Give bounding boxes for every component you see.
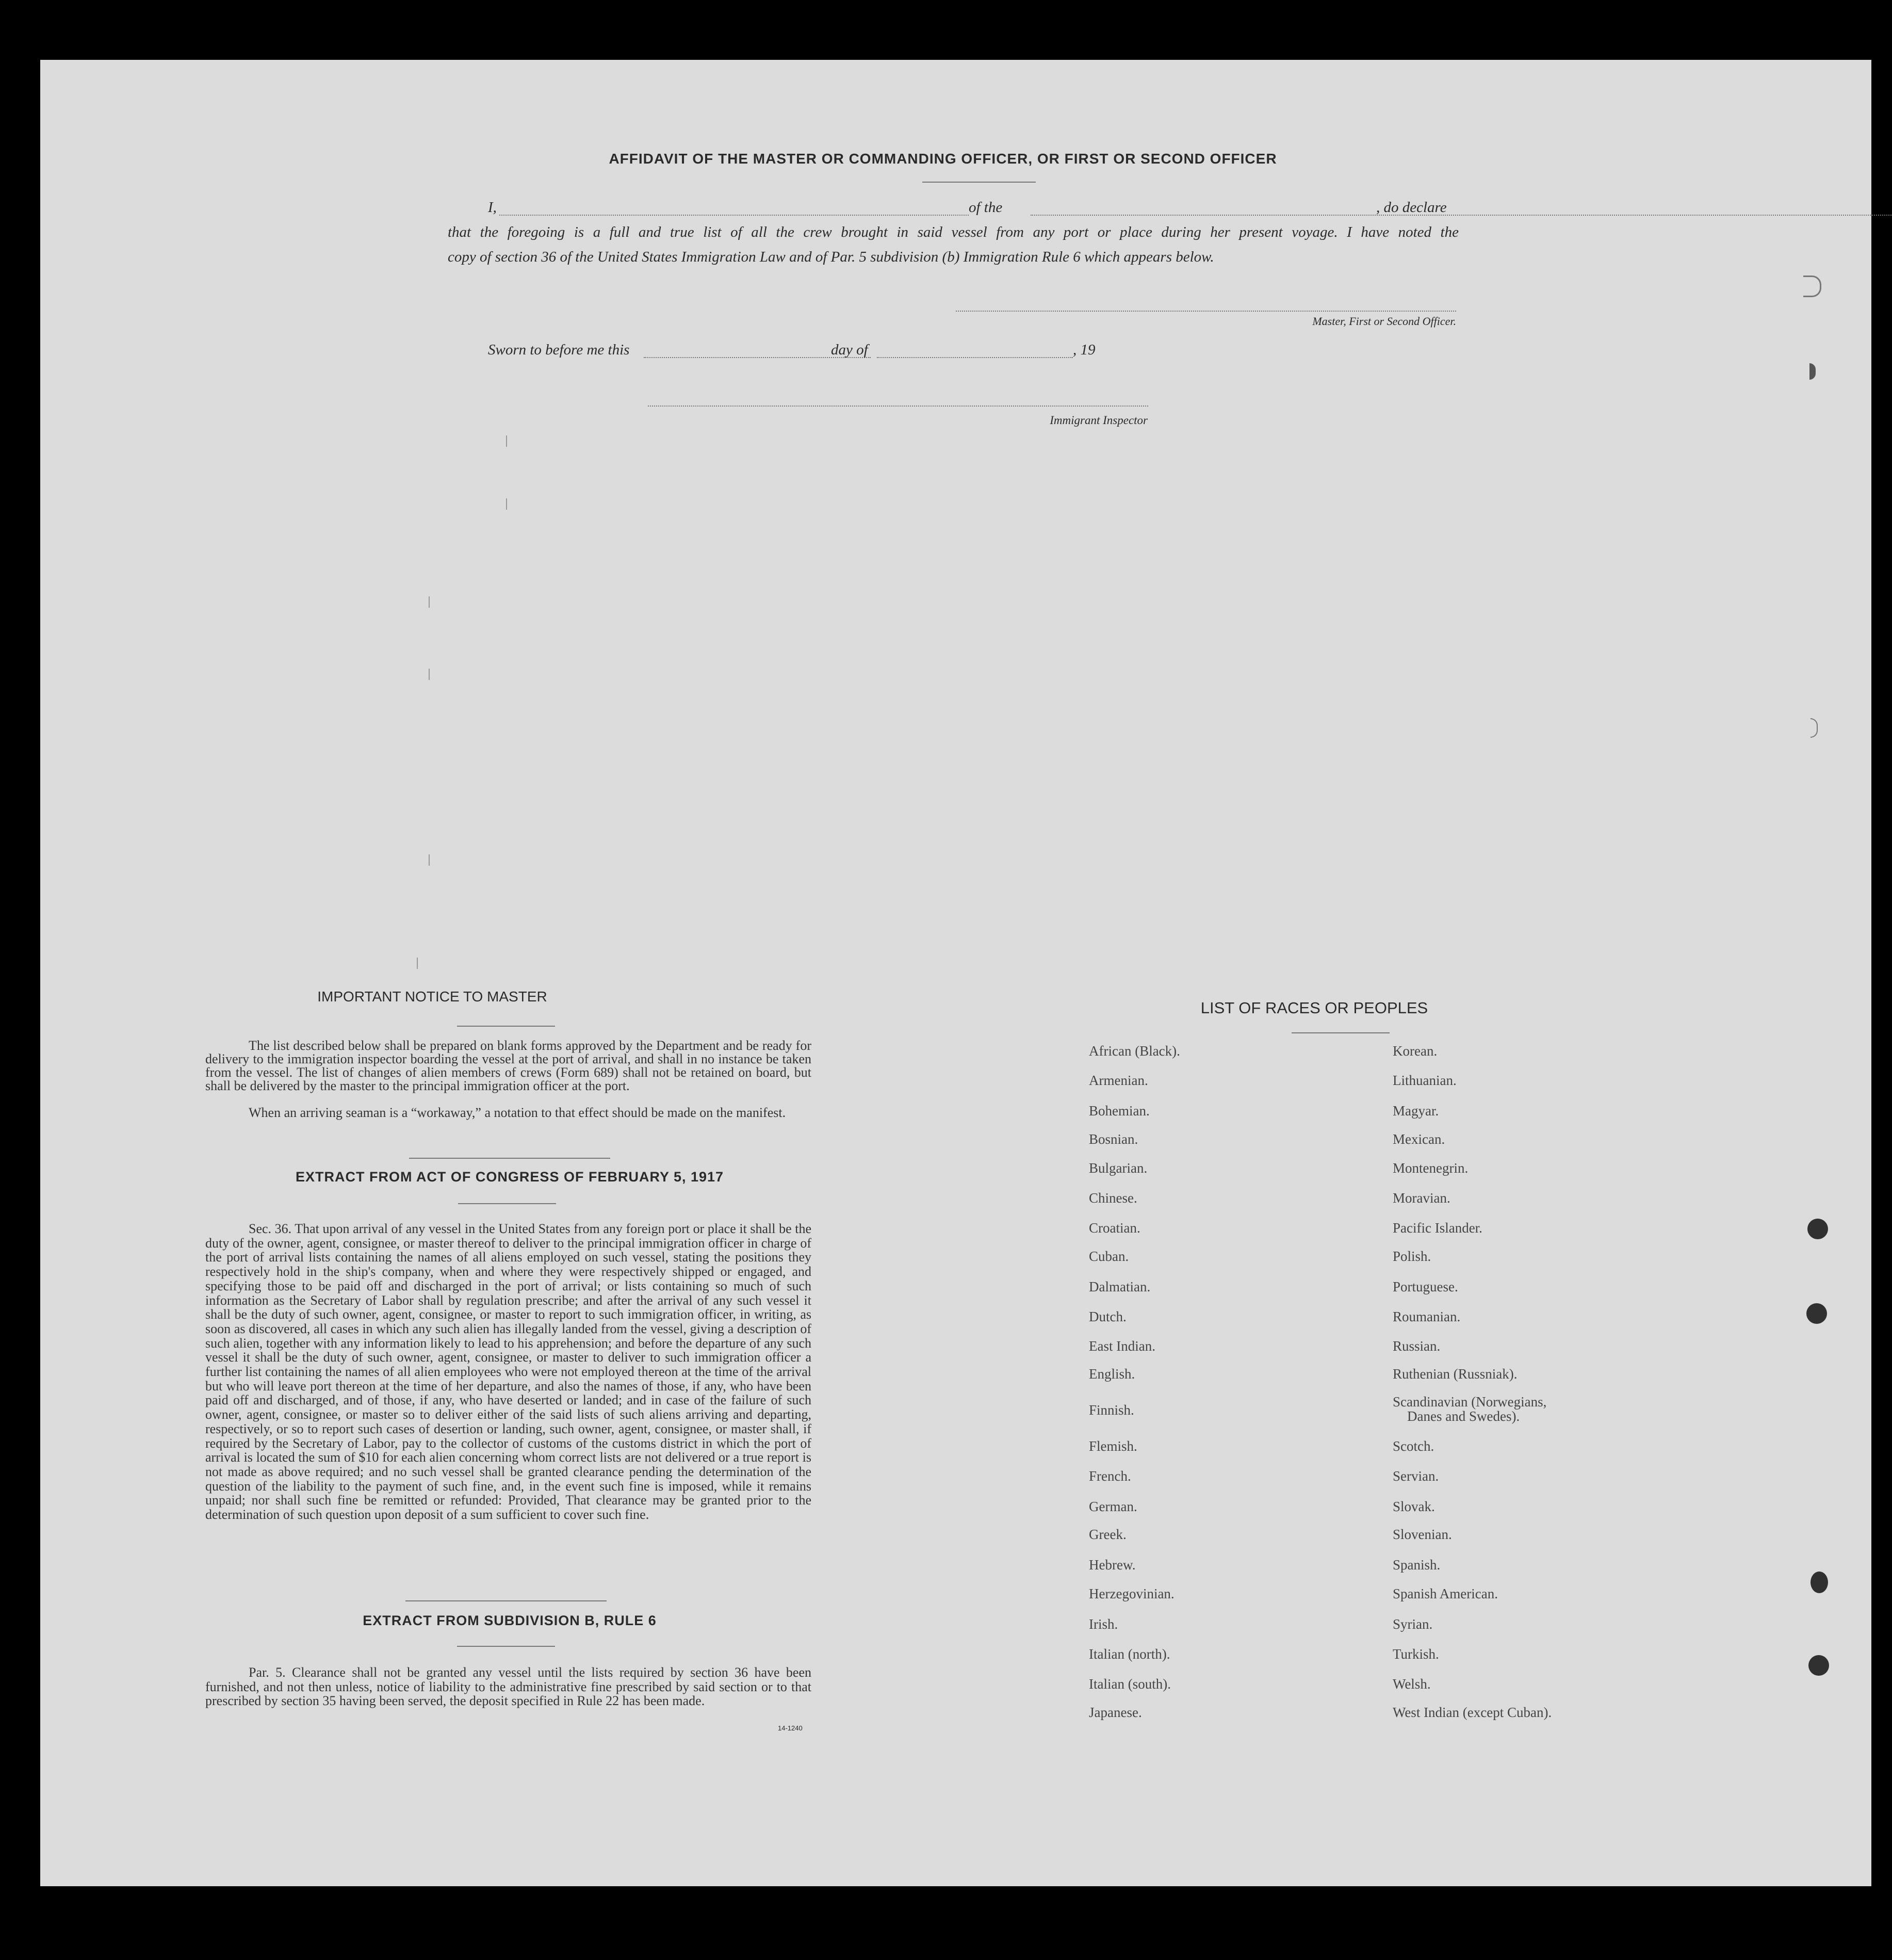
race-item: Syrian.: [1393, 1616, 1433, 1632]
races-divider: [1292, 1032, 1390, 1033]
race-item: Montenegrin.: [1393, 1160, 1469, 1176]
race-item: Moravian.: [1393, 1190, 1450, 1206]
rule-divider: [457, 1646, 555, 1647]
race-item: Bosnian.: [1089, 1131, 1138, 1147]
vessel-blank: [1031, 215, 1892, 216]
document-page: [40, 60, 1871, 1886]
race-item: Dutch.: [1089, 1309, 1127, 1324]
race-item: Slovak.: [1393, 1499, 1435, 1514]
master-signature-label: Master, First or Second Officer.: [1312, 315, 1456, 328]
act-divider: [458, 1203, 556, 1204]
sworn-month-blank: [877, 357, 1073, 358]
race-item: Magyar.: [1393, 1103, 1439, 1119]
race-item: Bohemian.: [1089, 1103, 1150, 1119]
notice-title: IMPORTANT NOTICE TO MASTER: [317, 989, 547, 1005]
race-item: French.: [1089, 1468, 1131, 1484]
race-item: African (Black).: [1089, 1043, 1180, 1059]
binding-mark: [1803, 276, 1821, 297]
race-item: Chinese.: [1089, 1190, 1137, 1206]
affidavit-line2: that the foregoing is a full and true list of all the crew brought in said vessel from any port or place during her present voyage. I have noted the: [448, 224, 1459, 240]
rule-extract-title: EXTRACT FROM SUBDIVISION B, RULE 6: [363, 1613, 657, 1628]
sworn-day: day of: [831, 342, 868, 358]
sworn-year: , 19: [1073, 342, 1096, 358]
race-item: Pacific Islander.: [1393, 1220, 1482, 1236]
scan-mark: [429, 669, 430, 680]
races-title: LIST OF RACES OR PEOPLES: [1200, 999, 1428, 1017]
scan-mark: [429, 854, 430, 866]
scan-mark: [417, 958, 418, 969]
inspector-signature-line: [648, 406, 1148, 407]
act-divider-2: [405, 1600, 607, 1601]
race-item: West Indian (except Cuban).: [1393, 1705, 1552, 1720]
race-item: Russian.: [1393, 1338, 1441, 1354]
race-item: Lithuanian.: [1393, 1073, 1457, 1088]
form-number: 14-1240: [778, 1724, 803, 1732]
title-divider: [922, 182, 1036, 183]
race-item: Japanese.: [1089, 1705, 1142, 1720]
punch-hole: [1811, 1572, 1828, 1593]
affidavit-line1-i: I,: [488, 199, 497, 216]
race-item: English.: [1089, 1366, 1135, 1382]
race-item: Hebrew.: [1089, 1557, 1136, 1573]
punch-hole: [1808, 1655, 1829, 1676]
race-item: Portuguese.: [1393, 1279, 1458, 1294]
race-item: Italian (north).: [1089, 1646, 1170, 1662]
scan-mark: [506, 435, 507, 447]
race-item: Spanish.: [1393, 1557, 1441, 1573]
scan-mark: [506, 498, 507, 510]
master-signature-line: [956, 311, 1456, 312]
inspector-label: Immigrant Inspector: [1050, 414, 1148, 427]
race-item: Servian.: [1393, 1468, 1439, 1484]
punch-hole: [1807, 1219, 1828, 1239]
act-extract-paragraph: Sec. 36. That upon arrival of any vessel in the United States from any foreign port or place it shall be the duty of the owner, agent, consignee, or master thereof to deliver to the principal immigration officer in charge of the port of arrival lists containing the names of all aliens employed on such vessel, stating the positions they respectively hold in the ship's company, when and where they were respectively shipped or engaged, and specifying those to be paid off and discharged in the port of arrival; or lists containing so much of such information as the Secretary of Labor shall by regulation prescribe; and after the arrival of any such vessel it shall be the duty of such owner, agent, consignee, or master to report to such immigration officer, in writing, as soon as discovered, all cases in which any such alien has illegally landed from the vessel, giving a description of such alien, together with any information likely to lead to his apprehension; and before the departure of any such vessel it shall be the duty of such owner, agent, consignee, or master to deliver to such immigration officer a further list containing the names of all alien employees who were not employed thereon at the time of the arrival but who will leave port thereon at the time of her departure, and also the names of those, if any, who have been paid off and discharged, and of those, if any, who have deserted or landed; and in case of the failure of such owner, agent, consignee, or master so to deliver either of the said lists of such aliens arriving and departing, respectively, or so to report such cases of desertion or landing, such owner, agent, consignee, or master shall, if required by the Secretary of Labor, pay to the collector of customs of the customs district in which the port of arrival is located the sum of $10 for each alien concerning whom correct lists are not delivered or a true report is not made as above required; and no such vessel shall be granted clearance pending the determination of the question of the liability to the payment of such fine, and, in the event such fine is imposed, while it remains unpaid; nor shall such fine be remitted or refunded: Provided, That clearance may be granted prior to the determination of such question upon deposit of a sum sufficient to cover such fine.: [205, 1221, 811, 1522]
punch-hole: [1806, 1303, 1827, 1324]
race-item: Mexican.: [1393, 1131, 1445, 1147]
race-item: German.: [1089, 1499, 1137, 1514]
race-item: Italian (south).: [1089, 1676, 1171, 1692]
rule-extract-paragraph: Par. 5. Clearance shall not be granted any vessel until the lists required by section 36 have been furnished, and not then unless, notice of liability to the administrative fine prescribed by said section or to that prescribed by section 35 having been served, the deposit specified in Rule 22 has been made.: [205, 1665, 811, 1708]
notice-paragraph-2: When an arriving seaman is a “workaway,” a notation to that effect should be made on the manifest.: [249, 1105, 786, 1120]
race-item: Greek.: [1089, 1527, 1127, 1542]
race-item: Turkish.: [1393, 1646, 1439, 1662]
race-item: Armenian.: [1089, 1073, 1148, 1088]
race-item: Spanish American.: [1393, 1586, 1498, 1601]
race-item: Dalmatian.: [1089, 1279, 1151, 1294]
notice-divider-2: [409, 1158, 610, 1159]
affidavit-line1-of: of the: [969, 199, 1003, 216]
race-item: Croatian.: [1089, 1220, 1140, 1236]
race-item: Polish.: [1393, 1249, 1431, 1264]
race-item: Finnish.: [1089, 1402, 1134, 1418]
race-item: East Indian.: [1089, 1338, 1155, 1354]
race-item: Ruthenian (Russniak).: [1393, 1366, 1518, 1382]
race-item: Roumanian.: [1393, 1309, 1461, 1324]
race-item: Slovenian.: [1393, 1527, 1452, 1542]
binding-mark: [1811, 718, 1818, 738]
race-item: Welsh.: [1393, 1676, 1431, 1692]
race-item: Cuban.: [1089, 1249, 1129, 1264]
race-item: Irish.: [1089, 1616, 1118, 1632]
name-blank: [499, 215, 969, 216]
race-item-continuation: Danes and Swedes).: [1407, 1408, 1520, 1424]
scan-mark: [429, 596, 430, 608]
race-item: Bulgarian.: [1089, 1160, 1148, 1176]
affidavit-title: AFFIDAVIT OF THE MASTER OR COMMANDING OFFICER, OR FIRST OR SECOND OFFICER: [609, 151, 1277, 167]
notice-paragraph-1: The list described below shall be prepared on blank forms approved by the Department and be ready for delivery to the immigration inspector boarding the vessel at the port of arrival, and shall in no instance be taken from the vessel. The list of changes of alien members of crews (Form 689) shall not be retained on board, but shall be delivered by the master to the principal immigration officer at the port.: [205, 1038, 811, 1093]
race-item: Herzegovinian.: [1089, 1586, 1175, 1601]
sworn-prefix: Sworn to before me this: [488, 342, 630, 358]
race-item: Scotch.: [1393, 1438, 1434, 1454]
race-item: Scandinavian (Norwegians,: [1393, 1394, 1547, 1410]
race-item: Korean.: [1393, 1043, 1438, 1059]
affidavit-line1-declare: , do declare: [1376, 199, 1447, 216]
notice-divider: [457, 1026, 555, 1027]
act-extract-title: EXTRACT FROM ACT OF CONGRESS OF FEBRUARY 5, 1917: [295, 1169, 724, 1185]
affidavit-line3: copy of section 36 of the United States Immigration Law and of Par. 5 subdivision (b) Immigration Rule 6 which appears below.: [448, 249, 1214, 265]
binding-mark: [1809, 363, 1816, 380]
race-item: Flemish.: [1089, 1438, 1137, 1454]
